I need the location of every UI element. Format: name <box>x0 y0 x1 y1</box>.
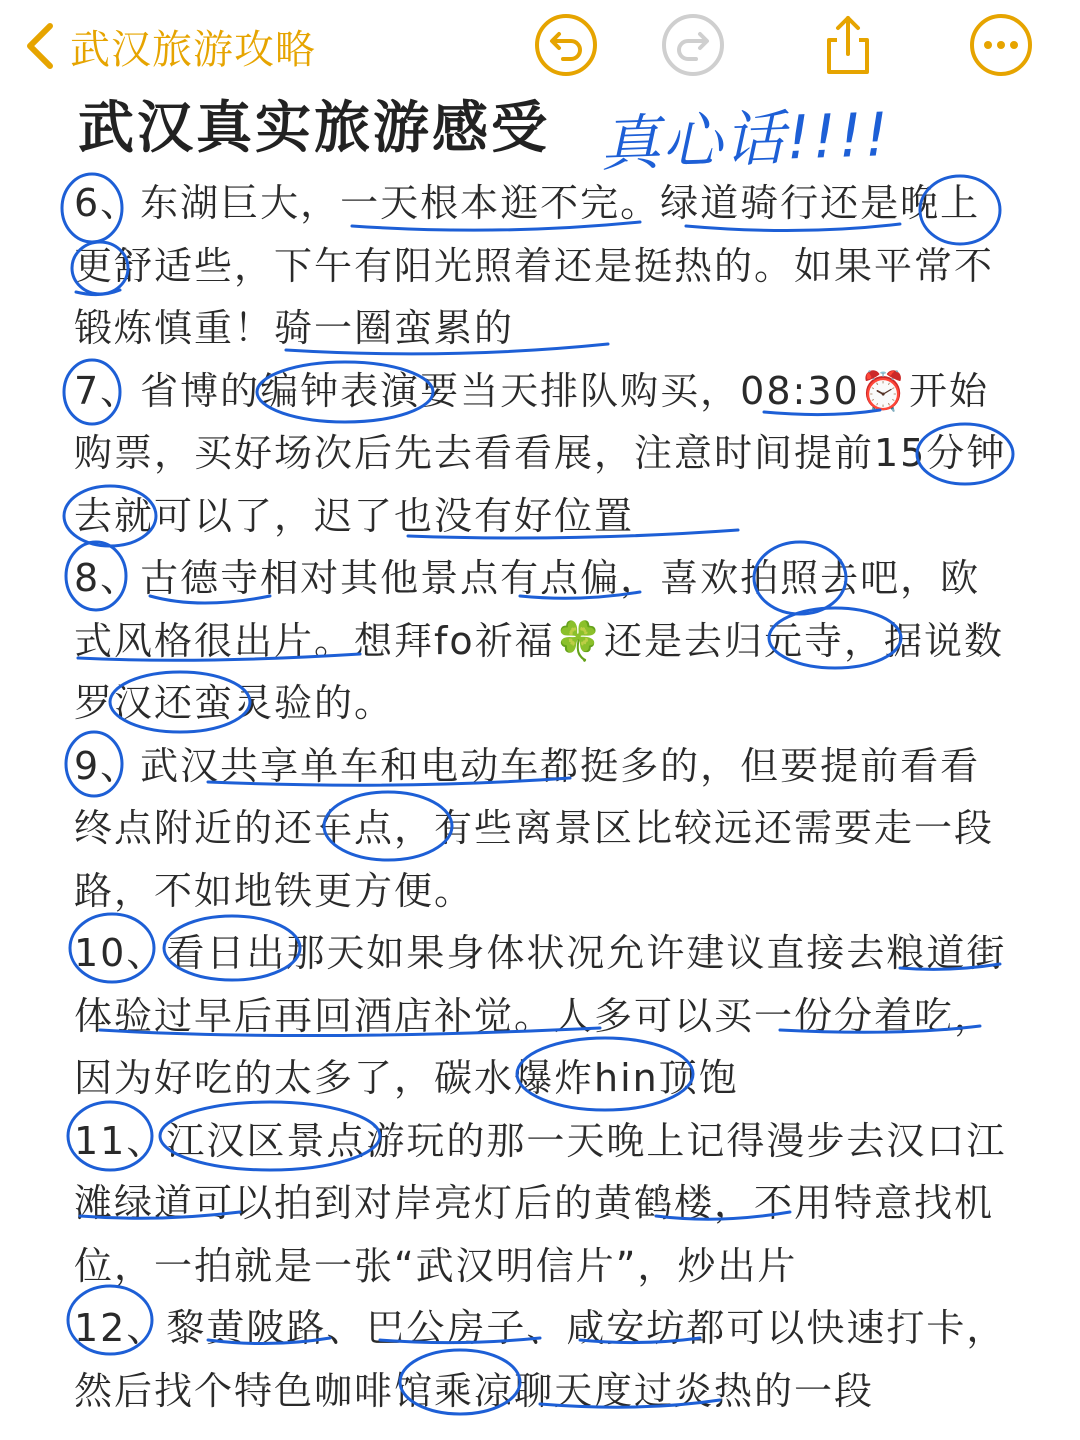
more-button[interactable] <box>968 12 1034 78</box>
list-item: 6、东湖巨大，一天根本逛不完。绿道骑行还是晚上更舒适些，下午有阳光照着还是挺热的。如果平常不锻炼慎重！骑一圈蛮累的 <box>74 181 995 350</box>
navigation-bar <box>0 0 1080 86</box>
handwritten-title: 真心话!!!! <box>599 99 892 181</box>
redo-button[interactable] <box>660 12 726 78</box>
list-item: 10、看日出那天如果身体状况允许建议直接去粮道街体验过早后再回酒店补觉。人多可以买一份分着吃，因为好吃的太多了，碳水爆炸hin顶饱 <box>74 931 1007 1100</box>
note-title: 武汉真实旅游感受 <box>78 96 550 161</box>
share-icon <box>815 12 881 78</box>
list-item: 8、古德寺相对其他景点有点偏，喜欢拍照去吧，欧式风格很出片。想拜fo祈福🍀还是去归元寺，据说数罗汉还蛮灵验的。 <box>74 556 1004 725</box>
undo-icon <box>533 12 599 78</box>
list-item: 11、江汉区景点游玩的那一天晚上记得漫步去汉口江滩绿道可以拍到对岸亮灯后的黄鹤楼，不用特意找机位，一拍就是一张“武汉明信片”，炒出片 <box>74 1118 1007 1288</box>
undo-button[interactable] <box>533 12 599 78</box>
chevron-left-icon <box>20 20 60 72</box>
note-body[interactable] <box>74 172 1014 1422</box>
back-button[interactable] <box>20 16 316 76</box>
list-item: 12、黎黄陂路、巴公房子、咸安坊都可以快速打卡，然后找个特色咖啡馆乘凉聊天度过炎热的一段 <box>74 1306 1007 1413</box>
list-item: 7、省博的编钟表演要当天排队购买，08:30⏰开始购票，买好场次后先去看看展，注意时间提前15分钟去就可以了，迟了也没有好位置 <box>74 368 1007 538</box>
list-item: 9、武汉共享单车和电动车都挺多的，但要提前看看终点附近的还车点，有些离景区比较远还需要走一段路，不如地铁更方便。 <box>74 743 995 913</box>
share-button[interactable] <box>815 12 881 78</box>
redo-icon <box>660 12 726 78</box>
more-icon <box>968 12 1034 78</box>
back-label: 武汉旅游攻略 <box>70 26 316 73</box>
